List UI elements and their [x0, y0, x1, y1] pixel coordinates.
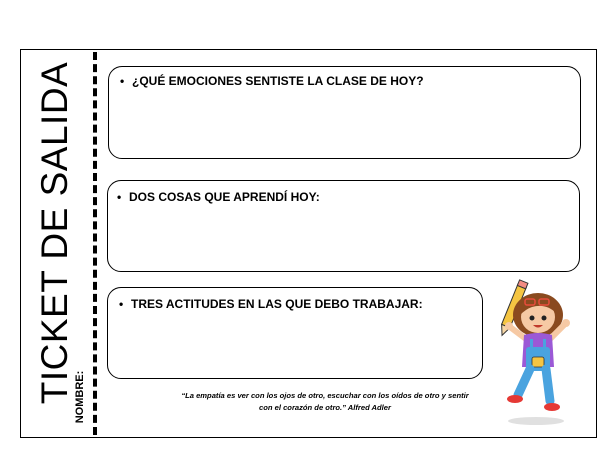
empathy-quote	[160, 390, 490, 414]
question-text: ¿QUÉ EMOCIONES SENTISTE LA CLASE DE HOY?	[132, 74, 424, 88]
question-attitudes	[119, 297, 423, 311]
bullet-icon: •	[120, 74, 125, 88]
answer-box-learned[interactable]	[107, 180, 580, 272]
quote-line-1: “La empatía es ver con los ojos de otro, escuchar con los oídos de otro y sentir	[181, 391, 469, 400]
tear-line-divider	[93, 52, 97, 435]
question-emotions	[120, 74, 424, 88]
girl-with-pencil-icon	[488, 277, 584, 427]
answer-box-emotions[interactable]	[108, 66, 581, 159]
question-learned	[117, 190, 320, 204]
bullet-icon: •	[119, 297, 124, 311]
ticket-title: TICKET DE SALIDA	[34, 61, 75, 405]
quote-line-2: con el corazón de otro.” Alfred Adler	[259, 403, 391, 412]
bullet-icon: •	[117, 190, 122, 204]
name-label: NOMBRE:	[74, 370, 86, 424]
answer-box-attitudes[interactable]	[107, 287, 483, 379]
question-text: DOS COSAS QUE APRENDÍ HOY:	[129, 190, 320, 204]
question-text: TRES ACTITUDES EN LAS QUE DEBO TRABAJAR:	[131, 297, 423, 311]
